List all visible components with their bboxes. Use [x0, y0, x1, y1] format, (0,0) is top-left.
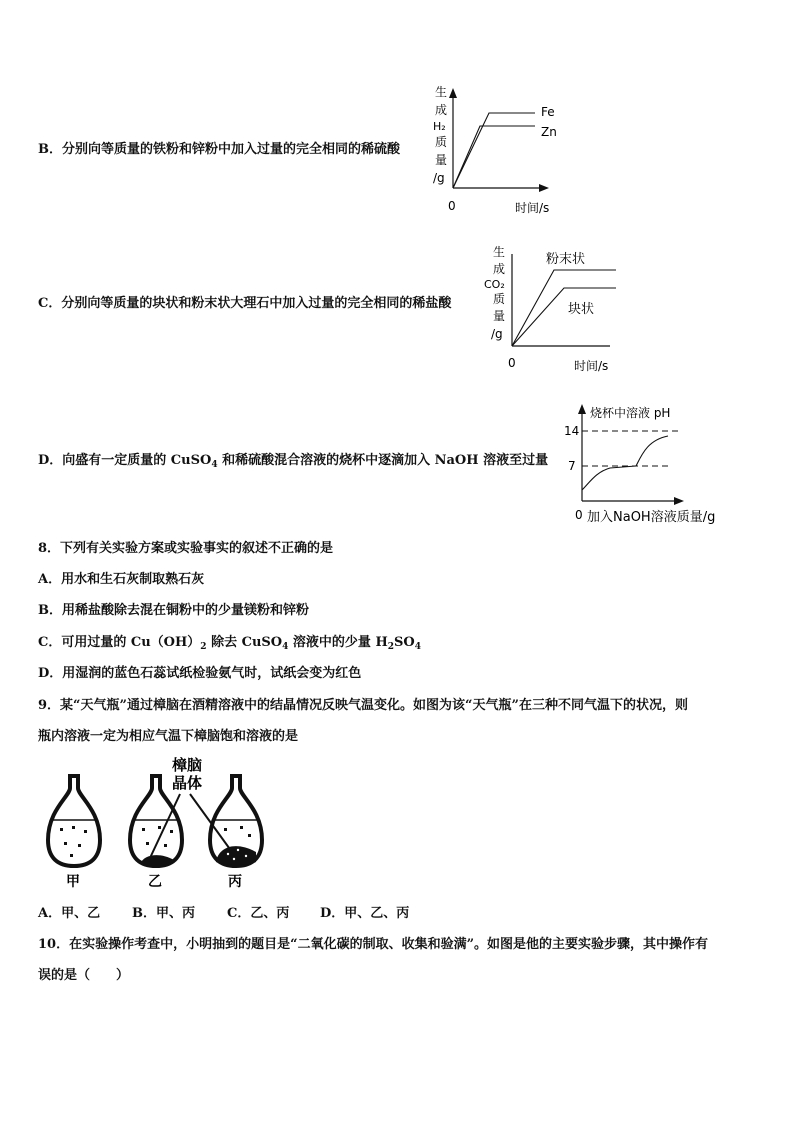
x-axis-label: 加入NaOH溶液质量/g: [587, 510, 716, 525]
bottle-label-yi: 乙: [148, 874, 162, 890]
x-axis-arrow: [674, 497, 684, 505]
x-axis-label: 时间/s: [574, 359, 609, 373]
series-zn-label: Zn: [541, 125, 557, 139]
q8-stem: 8．下列有关实验方案或实验事实的叙述不正确的是: [38, 541, 334, 556]
option-c-text: C．分别向等质量的块状和粉末状大理石中加入过量的完全相同的稀盐酸: [38, 296, 452, 311]
weather-bottles-figure: [42, 752, 282, 892]
ylabel-char: CO₂: [484, 278, 505, 291]
origin-label: 0: [575, 508, 583, 522]
q10-stem-line2: 误的是（ ）: [38, 968, 130, 983]
q8-option-c: C．可用过量的 $Cu(OH)_2$ 除去 CuSO$_4$ 溶液中的少量 $H_2SO_4$: [38, 635, 421, 652]
q9-option-d: D．甲、乙、丙: [320, 906, 410, 921]
series-zn-line: [453, 126, 535, 188]
chart-b-h2-mass: [425, 78, 575, 218]
ylabel-char: H₂: [433, 120, 446, 133]
x-axis-label: 时间/s: [515, 201, 550, 215]
option-b-text: B．分别向等质量的铁粉和锌粉中加入过量的完全相同的稀硫酸: [38, 142, 400, 157]
q9-option-b: B．甲、丙: [132, 906, 195, 921]
q9-option-c: C．乙、丙: [227, 906, 290, 921]
q9-stem-line1: 9．某“天气瓶”通过樟脑在酒精溶液中的结晶情况反映气温变化。如图为该“天气瓶”在三种不同气温下的状况，则: [38, 698, 688, 713]
q8-option-b: B．用稀盐酸除去混在铜粉中的少量镁粉和锌粉: [38, 603, 309, 618]
ylabel-char: 量: [435, 153, 448, 167]
pointer-line-yi: [150, 794, 180, 858]
ylabel-char: 成: [435, 103, 448, 117]
tick-7-label: 7: [568, 459, 576, 473]
series-powder-label: 粉末状: [546, 252, 586, 267]
series-block-label: 块状: [568, 302, 595, 317]
ylabel-char: /g: [433, 171, 445, 185]
y-axis-arrow: [449, 88, 457, 98]
crystal-label-2: 晶体: [172, 774, 203, 792]
bottle-jia: [48, 776, 100, 866]
chart-c-co2-mass: [482, 240, 632, 375]
ph-curve: [582, 436, 668, 490]
chart-title: 烧杯中溶液 pH: [590, 406, 671, 420]
tick-14-label: 14: [564, 424, 580, 438]
series-fe-line: [453, 113, 535, 188]
x-axis-arrow: [539, 184, 549, 192]
series-powder-line: [512, 270, 616, 346]
bottle-label-bing: 丙: [228, 874, 242, 890]
ylabel-char: 量: [493, 309, 506, 323]
chart-d-ph: [560, 398, 740, 528]
ylabel-char: 质: [493, 292, 506, 306]
ylabel-char: 成: [493, 262, 506, 276]
series-fe-label: Fe: [541, 105, 555, 119]
ylabel-char: /g: [491, 327, 503, 341]
bottle-bing: [210, 776, 262, 866]
origin-label: 0: [448, 199, 456, 213]
q9-option-a: A．甲、乙: [38, 906, 101, 921]
ylabel-char: 质: [435, 135, 448, 149]
q9-stem-line2: 瓶内溶液一定为相应气温下樟脑饱和溶液的是: [38, 729, 299, 744]
ylabel-char: 生: [435, 85, 448, 99]
y-axis-arrow: [578, 404, 586, 414]
crystal-pile-small: [140, 855, 174, 864]
q10-stem-line1: 10．在实验操作考查中，小明抽到的题目是“二氧化碳的制取、收集和验满”。如图是他的主要实验步骤，其中操作有: [38, 937, 709, 952]
ylabel-char: 生: [493, 245, 506, 259]
origin-label: 0: [508, 356, 516, 370]
option-d-text: D．向盛有一定质量的 CuSO$_4$ 和稀硫酸混合溶液的烧杯中逐滴加入 NaOH 溶液至过量: [38, 453, 549, 470]
bottle-label-jia: 甲: [66, 874, 80, 890]
crystal-pile-large: [216, 846, 256, 865]
crystal-label-1: 樟脑: [172, 756, 203, 774]
q8-option-d: D．用湿润的蓝色石蕊试纸检验氨气时，试纸会变为红色: [38, 666, 362, 681]
q8-option-a: A．用水和生石灰制取熟石灰: [38, 572, 205, 587]
